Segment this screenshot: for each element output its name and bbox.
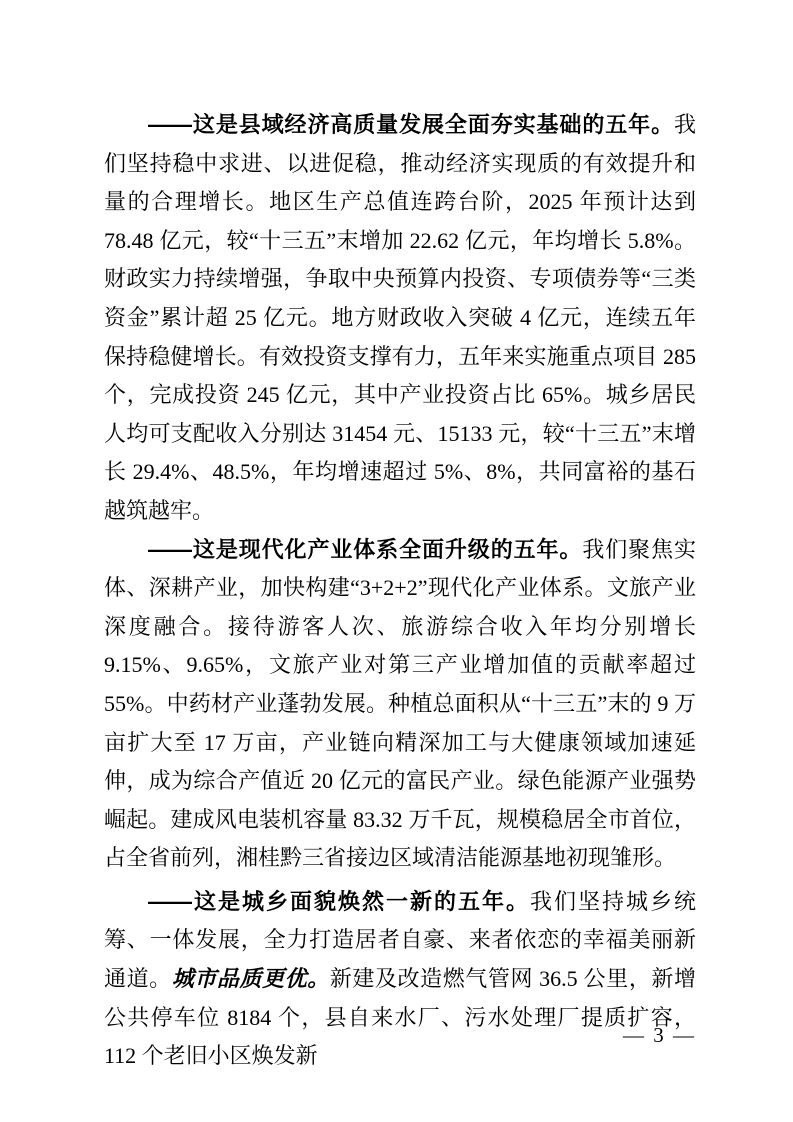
paragraph-body-text: 我们聚焦实体、深耕产业，加快构建“3+2+2”现代化产业体系。文旅产业深度融合。接待游客人次、旅游综合收入年均分别增长 9.15%、9.65%，文旅产业对第三产业增加值的贡献率超过 55%。中药材产业蓬勃发展。种植总面积从“十三五”末的 9 万亩扩大至 17 万亩，产业链向精深加工与大健康领域加速延伸，成为综合产值近 20 亿元的富民产业。绿色能源产业强势崛起。建成风电装机容量 83.32 万千瓦，规模稳居全市首位，占全省前列，湘桂黔三省接边区域清洁能源基地初现雏形。 [104,536,696,871]
paragraph-economy [104,106,696,531]
paragraph-lead: ——这是城乡面貌焕然一新的五年。 [148,888,530,914]
paragraph-urban-rural [104,883,696,1076]
document-body [104,106,696,1076]
paragraph-body-text: 我们坚持稳中求进、以进促稳，推动经济实现质的有效提升和量的合理增长。地区生产总值连跨台阶，2025 年预计达到 78.48 亿元，较“十三五”末增加 22.62 亿元，年均增长 5.8%。财政实力持续增强，争取中央预算内投资、专项债券等“三类资金”累计超 25 亿元。地方财政收入突破 4 亿元，连续五年保持稳健增长。有效投资支撑有力，五年来实施重点项目 285 个，完成投资 245 亿元，其中产业投资占比 65%。城乡居民人均可支配收入分别达 31454 元、15133 元，较“十三五”末增长 29.4%、48.5%，年均增速超过 5%、8%，共同富裕的基石越筑越牢。 [104,112,696,523]
paragraph-lead: ——这是现代化产业体系全面升级的五年。 [148,536,583,562]
emphasis-phrase: 城市品质更优。 [171,966,330,992]
paragraph-body-text: 我们坚持城乡统筹、一体发展，全力打造居者自豪、来者依恋的幸福美丽新通道。 [104,888,696,992]
paragraph-body-text: 新建及改造燃气管网 36.5 公里，新增公共停车位 8184 个，县自来水厂、污水处理厂提质扩容，112 个老旧小区焕发新 [104,966,696,1069]
paragraph-lead: ——这是县域经济高质量发展全面夯实基础的五年。 [148,112,674,137]
page-number: — 3 — [623,1023,696,1047]
paragraph-industry [104,531,696,878]
